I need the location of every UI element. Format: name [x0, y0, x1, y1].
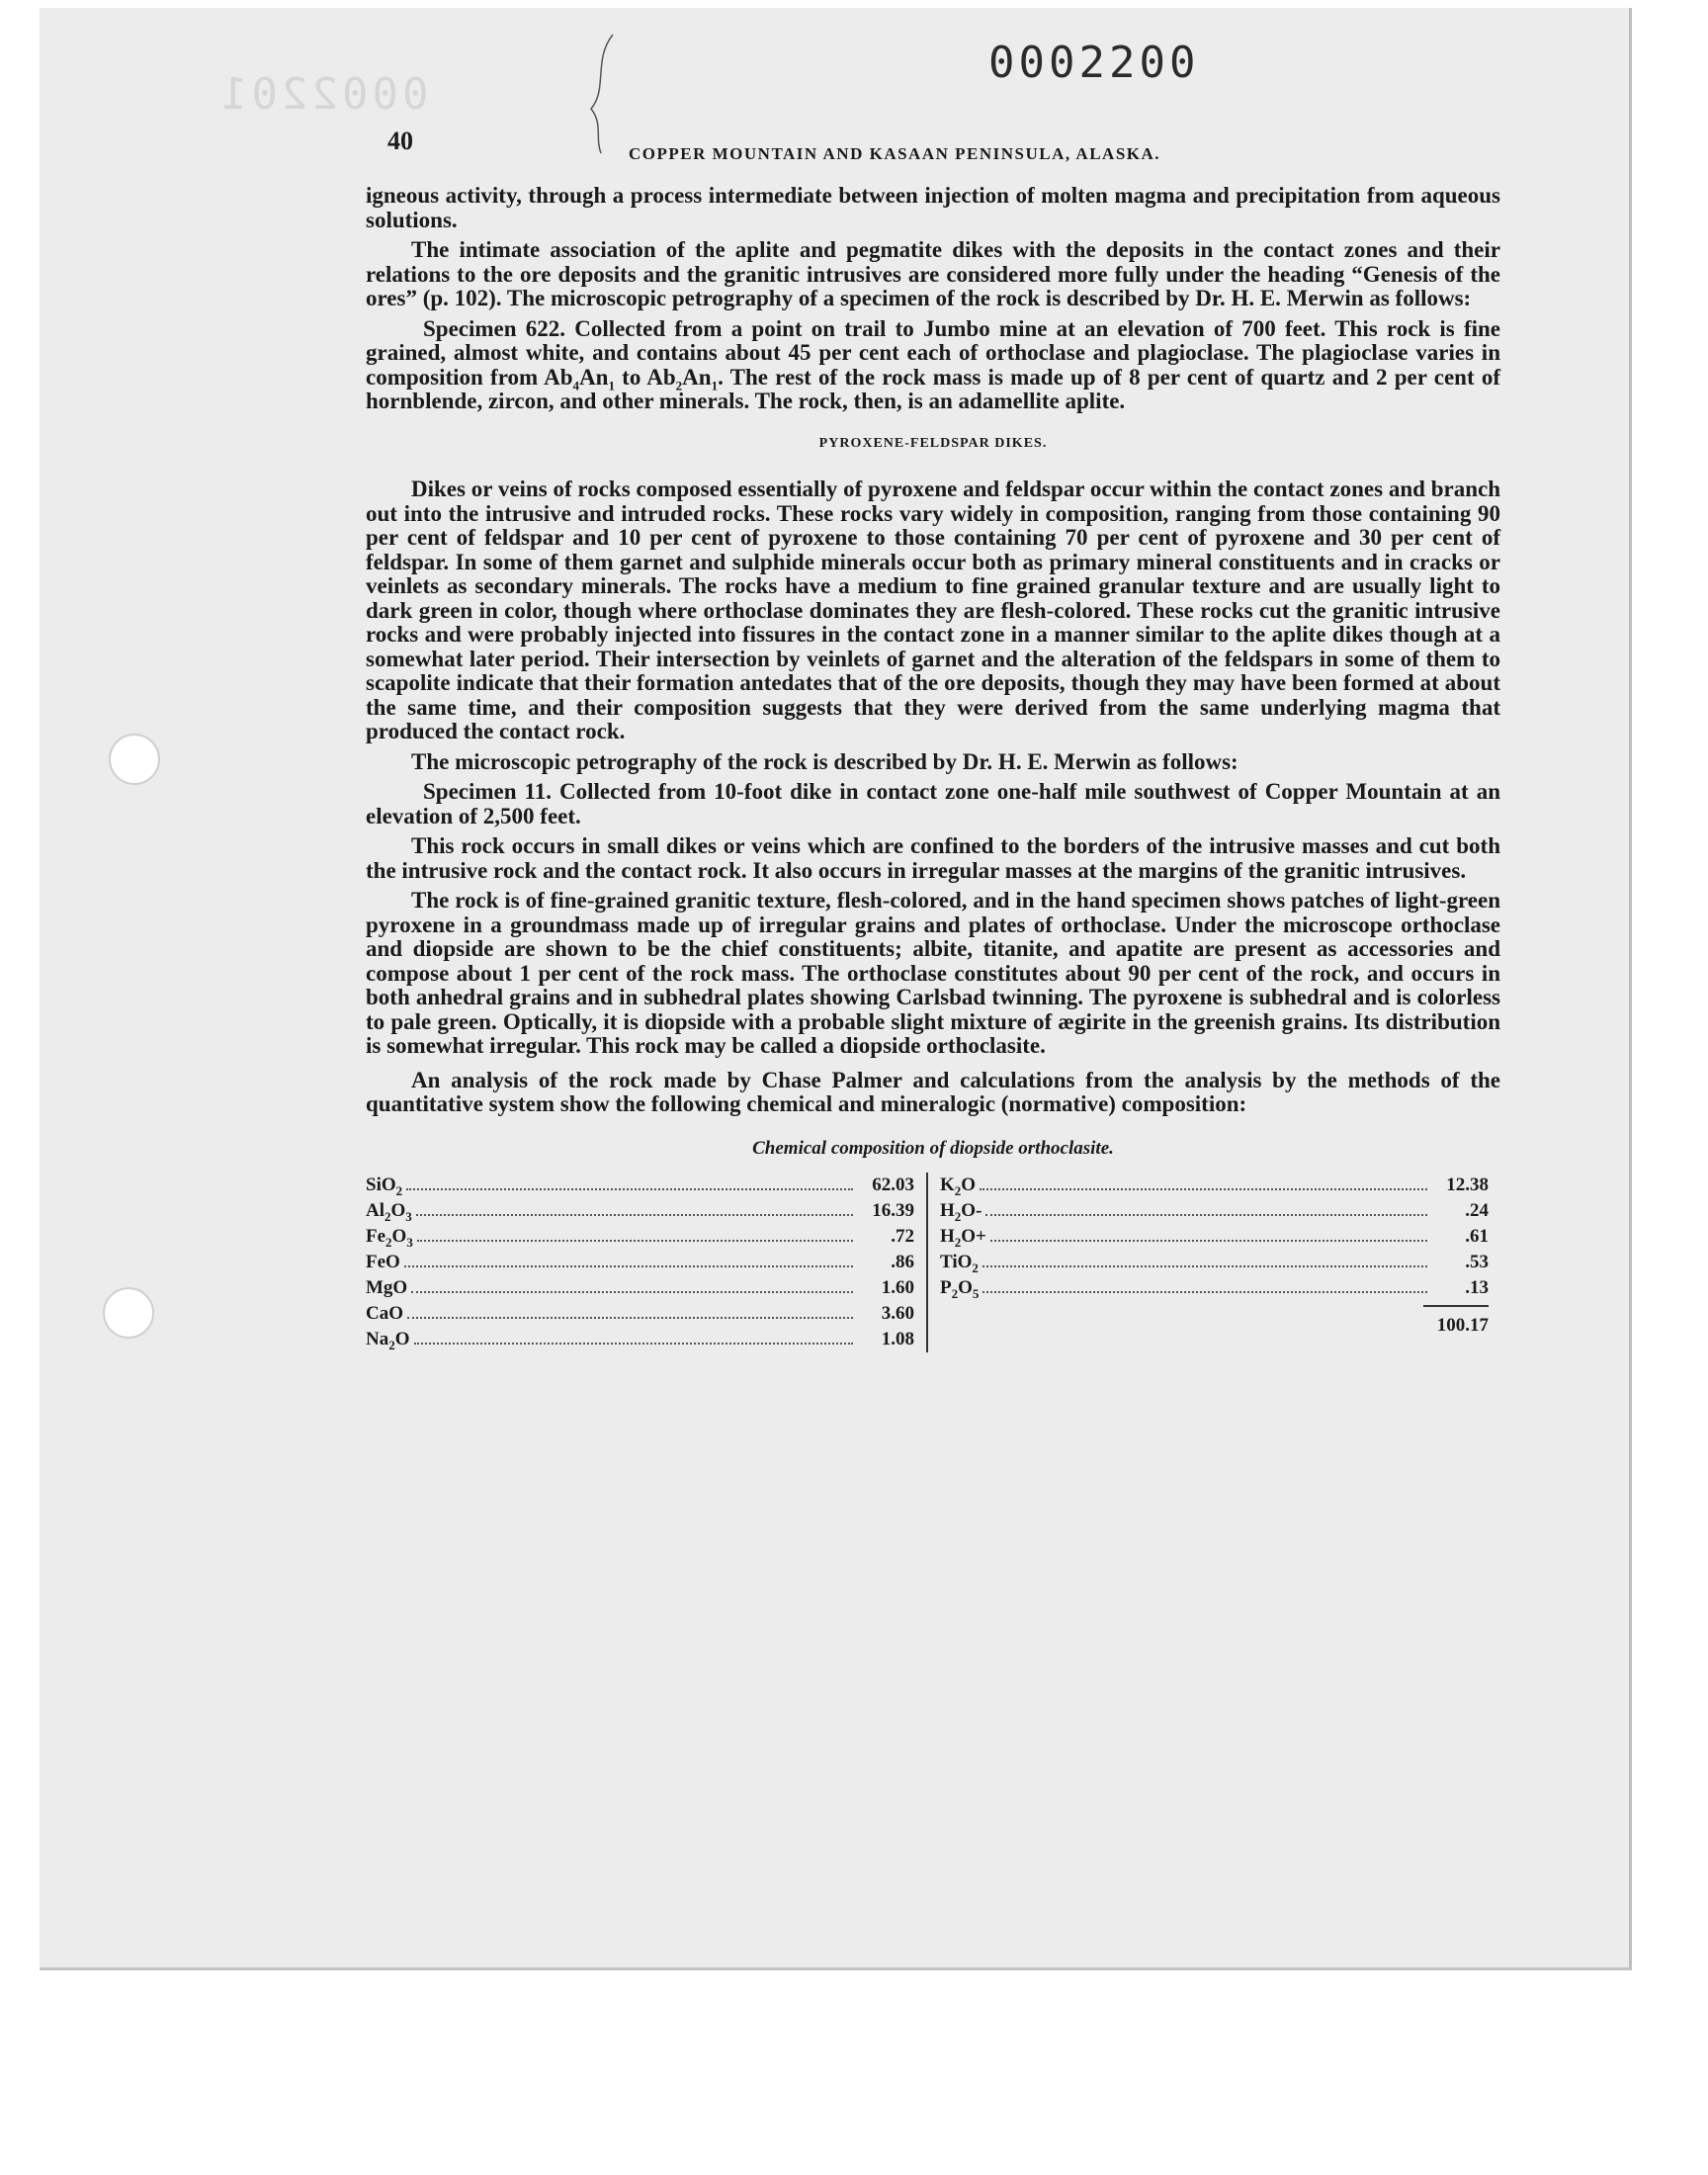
chemical-composition-table [366, 1173, 1500, 1352]
table-row [940, 1250, 1489, 1275]
oxide-label: MgO [366, 1277, 408, 1298]
table-row [366, 1224, 914, 1250]
leader-dots [417, 1240, 853, 1242]
oxide-value: 12.38 [1446, 1174, 1489, 1195]
table-row [940, 1198, 1489, 1224]
oxide-value: 3.60 [881, 1303, 914, 1324]
punch-hole [109, 734, 160, 785]
table-total: 100.17 [1423, 1305, 1489, 1339]
paragraph: igneous activity, through a process intermediate between injection of molten magma and precipitation from aqueous solutions. [366, 183, 1500, 232]
oxide-label: $K_2O$ [940, 1174, 977, 1198]
oxide-value: 62.03 [872, 1174, 914, 1195]
oxide-label: $Na_2O$ [366, 1329, 410, 1352]
leader-dots [404, 1265, 853, 1267]
section-heading: PYROXENE-FELDSPAR DIKES. [818, 435, 1048, 451]
oxide-value: .53 [1465, 1252, 1489, 1272]
paragraph: The intimate association of the aplite and pegmatite dikes with the deposits in the contact zones and their relations to the ore deposits and the granitic intrusives are considered more fully under the heading “Genesis of the ores” (p. 102). The microscopic petrography of a specimen of the rock is described by Dr. H. E. Merwin as follows: [366, 237, 1500, 310]
oxide-value: 16.39 [872, 1200, 914, 1221]
oxide-value: .13 [1465, 1277, 1489, 1298]
leader-dots [407, 1317, 853, 1319]
table-column-right [928, 1173, 1500, 1352]
paragraph: The rock is of fine-grained granitic texture, flesh-colored, and in the hand specimen shows patches of light-green pyroxene in a groundmass made up of irregular grains and plates of orthoclase. Under the microscope orthoclase and diopside are shown to be the chief constituents; albite, titanite, and apatite are present as accessories and compose about 1 per cent of the rock mass. The orthoclase constitutes about 90 per cent of the rock, and occurs in both anhedral grains and in subhedral plates showing Carlsbad twinning. The pyroxene is subhedral and is colorless to pale green. Optically, it is diopside with a probable slight mixture of ægirite in the greenish grains. Its distribution is somewhat irregular. This rock may be called a diopside orthoclasite. [366, 888, 1500, 1058]
table-title: Chemical composition of diopside orthoclasite. [752, 1137, 1114, 1159]
leader-dots [406, 1188, 853, 1190]
leader-dots [982, 1265, 1427, 1267]
oxide-value: 1.60 [881, 1277, 914, 1298]
leader-dots [411, 1291, 853, 1293]
oxide-label: CaO [366, 1303, 403, 1324]
leader-dots [990, 1240, 1427, 1242]
page-body [366, 184, 1500, 1352]
table-row [940, 1224, 1489, 1250]
oxide-label: $Al_2O_3$ [366, 1200, 412, 1224]
table-row [940, 1275, 1489, 1301]
table-row [366, 1250, 914, 1275]
table-row [366, 1275, 914, 1301]
bleed-through-stamp: 0002201 [217, 69, 429, 120]
oxide-label: SiO$_2$ [366, 1174, 403, 1198]
oxide-value: .86 [891, 1252, 914, 1272]
oxide-value: 1.08 [881, 1329, 914, 1349]
pencil-mark [583, 30, 623, 158]
table-row [366, 1198, 914, 1224]
oxide-label: $P_2O_5$ [940, 1277, 980, 1301]
paragraph: An analysis of the rock made by Chase Palmer and calculations from the analysis by the methods of the quantitative system show the following chemical and mineralogic (normative) composition: [366, 1067, 1500, 1116]
paragraph: The microscopic petrography of the rock is described by Dr. H. E. Merwin as follows: [411, 748, 1238, 774]
oxide-value: .24 [1465, 1200, 1489, 1221]
table-row [366, 1301, 914, 1327]
oxide-label: $H_2O+$ [940, 1226, 986, 1250]
leader-dots [980, 1188, 1427, 1190]
paragraph: Dikes or veins of rocks composed essentially of pyroxene and feldspar occur within the contact zones and branch out into the intrusive and intruded rocks. These rocks vary widely in composition, ranging from those containing 90 per cent of feldspar and 10 per cent of pyroxene to those containing 70 per cent of pyroxene and 30 per cent of feldspar. In some of them garnet and sulphide minerals occur both as primary mineral constituents and in cracks or veinlets as secondary minerals. The rocks have a medium to fine grained granular texture and are usually light to dark green in color, though where orthoclase dominates they are flesh-colored. These rocks cut the granitic intrusive rocks and were probably injected into fissures in the contact zone in a manner similar to the aplite dikes though at a somewhat later period. Their intersection by veinlets of garnet and the alteration of the feldspars in some of them to scapolite indicate that their formation antedates that of the ore deposits, though they may have been formed at about the same time, and their composition suggests that they were derived from the same underlying magma that produced the contact rock. [366, 477, 1500, 743]
oxide-label: FeO [366, 1252, 400, 1272]
leader-dots [985, 1214, 1427, 1216]
running-head: COPPER MOUNTAIN AND KASAAN PENINSULA, ALASKA. [629, 144, 1161, 163]
specimen-paragraph: Specimen 622. Collected from a point on trail to Jumbo mine at an elevation of 700 feet. This rock is fine grained, almost white, and contains about 45 per cent each of orthoclase and plagioclase. The plagioclase varies in composition from $Ab_4An_1$ to $Ab_2An_1$. The rest of the rock mass is made up of 8 per cent of quartz and 2 per cent of hornblende, zircon, and other minerals. The rock, then, is an adamellite aplite. [366, 315, 1500, 413]
leader-dots [416, 1214, 853, 1216]
oxide-label: TiO$_2$ [940, 1252, 979, 1275]
page-number: 40 [387, 127, 413, 155]
table-row [366, 1327, 914, 1352]
punch-hole [103, 1287, 154, 1339]
paragraph: This rock occurs in small dikes or veins which are confined to the borders of the intrusive masses and cut both the intrusive rock and the contact rock. It also occurs in irregular masses at the margins of the granitic intrusives. [366, 833, 1500, 883]
specimen-paragraph: Specimen 11. Collected from 10-foot dike in contact zone one-half mile southwest of Copper Mountain at an elevation of 2,500 feet. [366, 779, 1500, 828]
table-row [940, 1173, 1489, 1198]
table-column-left [366, 1173, 928, 1352]
table-row [366, 1173, 914, 1198]
leader-dots [982, 1291, 1427, 1293]
document-stamp-number: 0002200 [988, 38, 1200, 88]
oxide-value: .61 [1465, 1226, 1489, 1247]
leader-dots [414, 1343, 853, 1345]
oxide-label: $Fe_2O_3$ [366, 1226, 413, 1250]
oxide-value: .72 [891, 1226, 914, 1247]
oxide-label: $H_2O-$ [940, 1200, 982, 1224]
